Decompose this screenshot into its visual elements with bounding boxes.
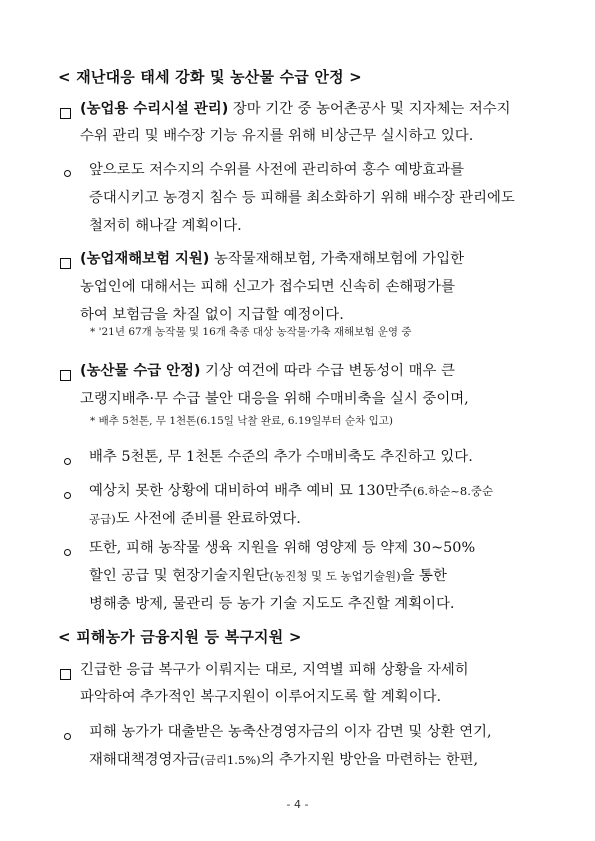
sub-item-text: 할인 공급 및 현장기술지원단 bbox=[89, 568, 270, 584]
circle-bullet-icon bbox=[64, 543, 71, 562]
square-bullet-icon bbox=[60, 253, 71, 272]
square-bullet-icon bbox=[60, 664, 71, 683]
sub-item-text: 의 추가지원 방안을 마련하는 한편, bbox=[260, 752, 479, 768]
item-text: 장마 기간 중 농어촌공사 및 지자체는 저수지 bbox=[228, 101, 511, 117]
sub-item-paren-text: 공급) bbox=[89, 512, 116, 526]
section-heading-recovery-support: < 피해농가 금융지원 등 복구지원 > bbox=[58, 628, 302, 646]
sub-item-paren-text: (농진청 및 도 농업기술원) bbox=[269, 569, 401, 583]
sub-item-text: 철저히 해나갈 계획이다. bbox=[89, 218, 242, 234]
footnote: * '21년 67개 농작물 및 16개 축종 대상 농작물·가축 재해보험 운영 중 bbox=[90, 326, 412, 338]
item-text: 농작물재해보험, 가축재해보험에 가입한 bbox=[209, 251, 465, 267]
square-bullet-icon bbox=[60, 103, 71, 122]
sub-item-text: 재해대책경영자금 bbox=[89, 752, 201, 768]
circle-bullet-icon bbox=[64, 164, 71, 183]
circle-bullet-icon bbox=[64, 452, 71, 471]
sub-item-text: 배추 5천톤, 무 1천톤 수준의 추가 수매비축도 추진하고 있다. bbox=[89, 449, 473, 465]
item-lead-title: (농산물 수급 안정) bbox=[80, 363, 201, 379]
sub-item-text: 또한, 피해 농작물 생육 지원을 위해 영양제 등 약제 30~50% bbox=[89, 540, 476, 556]
section-heading-disaster-response: < 재난대응 태세 강화 및 농산물 수급 안정 > bbox=[58, 68, 362, 86]
square-bullet-icon bbox=[60, 365, 71, 384]
sub-item-text: 도 사전에 준비를 완료하였다. bbox=[115, 511, 301, 527]
sub-item-text: 증대시키고 농경지 침수 등 피해를 최소화하기 위해 배수장 관리에도 bbox=[89, 190, 515, 206]
sub-item-paren-text: (6.하순~8.중순 bbox=[412, 484, 494, 498]
footnote: * 배추 5천톤, 무 1천톤(6.15일 낙찰 완료, 6.19일부터 순차 입고) bbox=[90, 415, 393, 427]
item-text: 기상 여건에 따라 수급 변동성이 매우 큰 bbox=[200, 363, 455, 379]
item-text: 파악하여 추가적인 복구지원이 이루어지도록 할 계획이다. bbox=[80, 689, 442, 705]
page-number: - 4 - bbox=[286, 798, 309, 811]
sub-item-text: 피해 농가가 대출받은 농축산경영자금의 이자 감면 및 상환 연기, bbox=[89, 724, 492, 740]
item-lead-title: (농업재해보험 지원) bbox=[80, 251, 210, 267]
item-text: 하여 보험금을 차질 없이 지급할 예정이다. bbox=[80, 307, 344, 323]
circle-bullet-icon bbox=[64, 486, 71, 505]
sub-item-text: 을 통한 bbox=[400, 568, 447, 584]
sub-item-text: 예상치 못한 상황에 대비하여 배추 예비 묘 130만주 bbox=[89, 483, 413, 499]
sub-item-text: 앞으로도 저수지의 수위를 사전에 관리하여 홍수 예방효과를 bbox=[89, 162, 464, 178]
sub-item-paren-text: (금리1.5%) bbox=[200, 753, 261, 767]
sub-item-text: 병해충 방제, 물관리 등 농가 기술 지도도 추진할 계획이다. bbox=[89, 596, 455, 612]
item-text: 수위 관리 및 배수장 기능 유지를 위해 비상근무 실시하고 있다. bbox=[80, 128, 474, 144]
circle-bullet-icon bbox=[64, 727, 71, 746]
item-text: 긴급한 응급 복구가 이뤄지는 대로, 지역별 피해 상황을 자세히 bbox=[80, 662, 469, 678]
item-text: 고랭지배추·무 수급 불안 대응을 위해 수매비축을 실시 중이며, bbox=[80, 391, 469, 407]
item-lead-title: (농업용 수리시설 관리) bbox=[80, 101, 229, 117]
item-text: 농업인에 대해서는 피해 신고가 접수되면 신속히 손해평가를 bbox=[80, 279, 455, 295]
